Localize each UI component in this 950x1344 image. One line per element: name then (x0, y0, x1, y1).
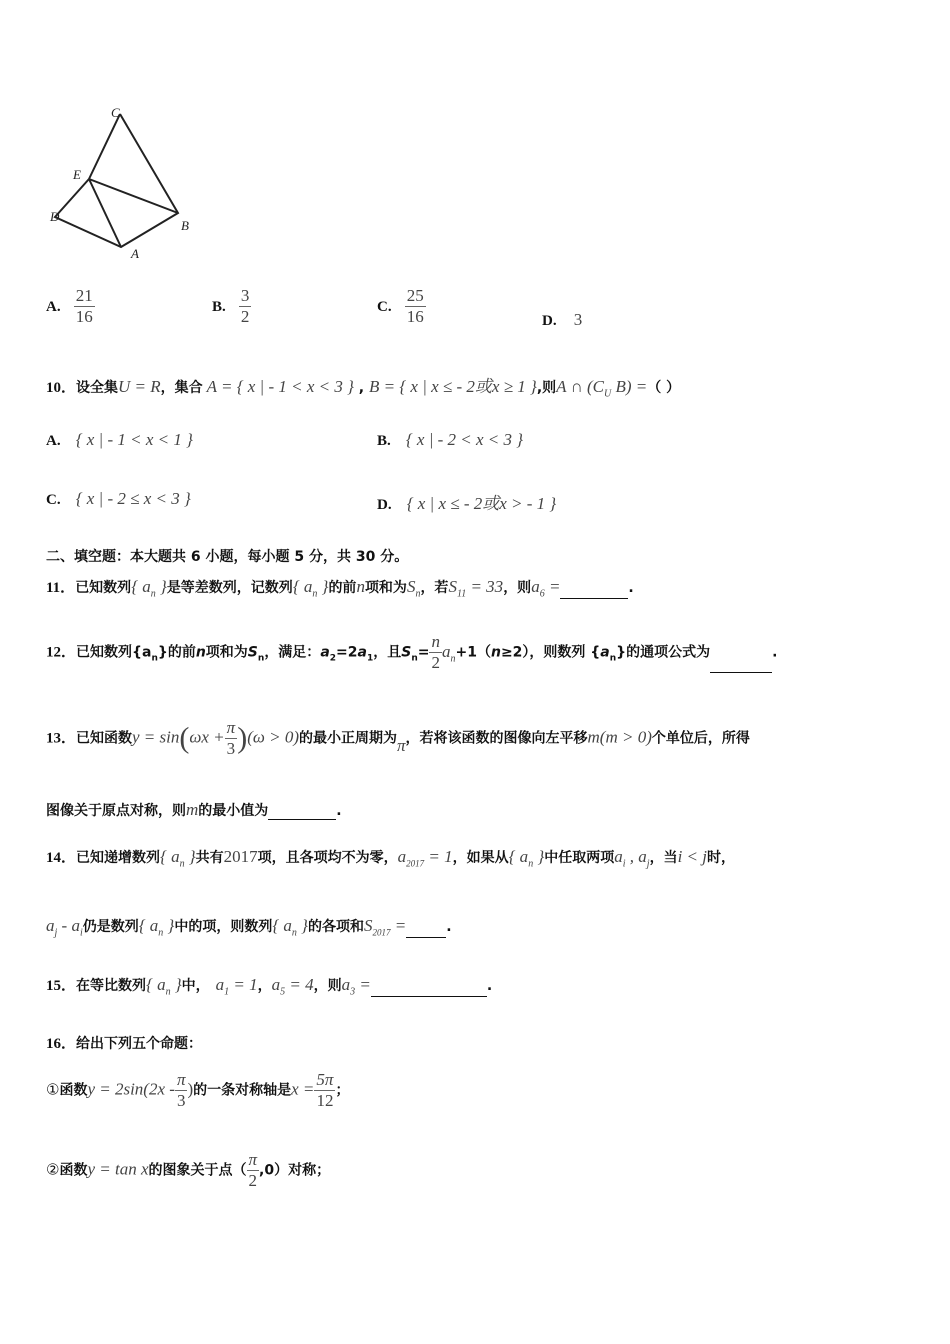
math-m: m (587, 727, 600, 747)
m: = 33 (466, 577, 504, 596)
option-value: { x | x ≤ - 2或x > - 1 } (406, 494, 557, 513)
text: 已知数列 (75, 580, 132, 596)
question-number: 16． (46, 1036, 77, 1052)
math-universe: U = R (118, 377, 161, 396)
fraction (429, 632, 442, 673)
q10-stem (46, 372, 680, 399)
denominator: 2 (240, 307, 250, 326)
math-set-b: B = { x | x ≤ - 2或x ≥ 1 } (369, 377, 537, 396)
text: ，当 (649, 850, 678, 866)
text: . (446, 919, 452, 935)
math-seq (508, 847, 545, 870)
q9-option-c[interactable] (377, 286, 426, 327)
text: ，则 (503, 580, 532, 596)
option-value: 3 (573, 310, 583, 329)
math-s: S (247, 644, 258, 661)
subscript: U (604, 388, 612, 400)
m: a (614, 847, 623, 866)
fraction (74, 286, 95, 327)
math-seq (160, 847, 196, 870)
text: ，若将该函数的图像向左平移 (405, 730, 588, 747)
text: 时， (706, 850, 735, 866)
math-paren: ) (187, 1079, 194, 1099)
q10-option-d[interactable] (377, 489, 556, 514)
denominator: 2 (431, 653, 440, 672)
m: a (341, 975, 351, 994)
m: = 1 (424, 847, 453, 866)
expr-part: A ∩ (C (556, 377, 605, 396)
question-number: 14． (46, 850, 77, 866)
math-ineq: i < j (677, 847, 707, 866)
q14-line2 (46, 916, 452, 938)
text: . (772, 644, 778, 661)
text: 函数 (59, 1082, 88, 1099)
text: 的各项和 (307, 919, 364, 935)
option-label: A. (46, 299, 61, 315)
q14-stem (46, 846, 735, 869)
text: ，则 (313, 978, 342, 994)
option-label: C. (46, 492, 61, 508)
subscript: n (158, 927, 164, 939)
m: { a (272, 916, 292, 935)
denominator: 3 (175, 1090, 188, 1111)
option-label: A. (46, 433, 61, 449)
circled-number: ② (46, 1160, 60, 1179)
math-cond: (m > 0) (599, 727, 652, 747)
subscript: j (646, 858, 650, 870)
text: 已知数列{a (76, 644, 152, 661)
subscript: 2017 (406, 858, 425, 869)
q9-option-d[interactable] (542, 310, 582, 330)
math-a: a (320, 644, 330, 661)
fraction (175, 1070, 188, 1111)
q16-proposition-1 (46, 1070, 349, 1111)
q9-option-b[interactable] (212, 286, 251, 327)
m: S (363, 916, 373, 935)
vertex-label-a: A (131, 246, 139, 261)
math-seq (131, 577, 167, 600)
math-arg: ωx + (189, 727, 225, 747)
denominator: 2 (247, 1170, 260, 1191)
subscript: n (151, 653, 158, 664)
denominator: 16 (406, 307, 424, 326)
math-expr (556, 377, 648, 400)
m: { a (131, 577, 151, 596)
m: a (46, 916, 55, 935)
text: 已知函数 (76, 730, 133, 747)
m: = 1 (229, 975, 258, 994)
numerator: π (248, 1150, 258, 1169)
text: = (417, 644, 430, 661)
math-seq (138, 916, 175, 939)
numerator: n (431, 632, 440, 651)
text: 设全集 (76, 380, 119, 396)
m: } (184, 847, 196, 866)
answer-blank[interactable] (710, 672, 772, 673)
vertex-label-c: C (111, 105, 120, 120)
geometry-figure (40, 100, 210, 270)
m: = (544, 577, 561, 596)
text: ， (257, 978, 272, 994)
question-number: 12． (46, 644, 77, 661)
subscript: 1 (366, 653, 374, 664)
math-n: n (490, 644, 501, 661)
math-seq (292, 577, 329, 600)
math-last (397, 847, 453, 869)
fraction (225, 718, 238, 759)
fraction (405, 286, 426, 327)
math-seq (272, 916, 308, 939)
math-x: x = (291, 1079, 315, 1099)
text: 图像关于原点对称，则 (46, 803, 186, 819)
text: }的前 (157, 644, 196, 661)
subscript: n (165, 986, 171, 998)
m: = (355, 975, 371, 994)
m: } (163, 916, 175, 935)
m: } (170, 975, 182, 994)
q15-stem (46, 974, 492, 997)
math-an (441, 641, 456, 664)
fraction (314, 1070, 335, 1111)
subscript: i (79, 927, 83, 939)
q10-option-b[interactable] (377, 430, 523, 450)
text: 中， (181, 978, 210, 994)
m: a (441, 641, 451, 661)
text: ； (335, 1082, 350, 1099)
subscript: 3 (350, 986, 356, 998)
m: a (271, 975, 281, 994)
text: . (336, 803, 342, 819)
math-pi: π (396, 735, 406, 755)
text: ≥2），则数列 { (500, 644, 601, 661)
answer-blank[interactable] (268, 819, 336, 820)
text: =2 (336, 644, 358, 661)
q16-proposition-2 (46, 1150, 330, 1191)
text: 的最小值为 (198, 803, 269, 819)
q12-stem (46, 632, 777, 673)
math-count: 2017 (223, 847, 258, 866)
m: - a (57, 916, 80, 935)
m: { a (146, 975, 166, 994)
subscript: n (312, 588, 318, 600)
q11-stem (46, 576, 634, 599)
m: { a (138, 916, 159, 935)
text: 函数 (59, 1162, 88, 1179)
text: . (486, 978, 493, 994)
text: 中的项，则数列 (174, 919, 273, 935)
subscript: 2017 (372, 927, 391, 938)
math-s: S (401, 644, 412, 661)
text: 的最小正周期为 (298, 730, 397, 747)
denominator: 3 (225, 738, 238, 759)
m: } (317, 577, 329, 596)
subscript: j (54, 927, 58, 939)
text: 项，且各项均不为零， (257, 850, 398, 866)
m: , a (625, 847, 647, 866)
subscript: n (291, 927, 297, 939)
m: { a (508, 847, 529, 866)
answer-blank[interactable] (371, 996, 487, 997)
vertex-label-b: B (181, 218, 189, 233)
math-n: n (356, 577, 365, 596)
text: 中任取两项 (544, 850, 615, 866)
separator: , (353, 380, 369, 396)
text: 已知递增数列 (76, 850, 161, 866)
math-n: n (195, 644, 206, 661)
math-cond: (ω > 0) (247, 727, 299, 747)
math-m: m (186, 800, 199, 819)
math-a: a (357, 644, 367, 661)
answer-blank[interactable] (560, 598, 628, 599)
q10-option-a[interactable] (46, 430, 193, 450)
m: } (296, 916, 308, 935)
option-label: C. (377, 299, 392, 315)
text: ，集合 (160, 380, 203, 396)
math-a: a (600, 644, 610, 661)
text: 是等差数列，记数列 (166, 580, 293, 596)
math-fn: y = tan x (87, 1159, 149, 1179)
text: ,则 (536, 380, 557, 396)
question-number: 11． (46, 580, 76, 596)
subscript: n (450, 652, 456, 664)
text: 在等比数列 (76, 978, 147, 994)
fraction (247, 1150, 260, 1191)
math-seq (146, 975, 182, 998)
text: ，满足： (264, 644, 321, 661)
expr-part: B) = (611, 377, 648, 396)
math-fn: y = sin (132, 727, 180, 747)
subscript: 5 (280, 986, 286, 998)
option-label: B. (377, 433, 391, 449)
text: 的图象关于点（ (148, 1162, 247, 1179)
question-number: 10． (46, 380, 77, 396)
m: { a (292, 577, 313, 596)
q9-option-a[interactable] (46, 286, 95, 327)
math-cond (448, 577, 504, 600)
text: 项和为 (205, 644, 248, 661)
math-set-a: A = { x | - 1 < x < 3 } (206, 377, 354, 396)
q16-stem (46, 1032, 202, 1053)
denominator: 16 (75, 307, 93, 326)
m: S (448, 577, 457, 596)
denominator: 12 (314, 1090, 335, 1111)
answer-blank[interactable] (406, 937, 446, 938)
text: ，若 (420, 580, 449, 596)
question-number: 13． (46, 730, 77, 747)
paren-open: ( (179, 721, 190, 755)
question-number: 15． (46, 978, 77, 994)
subscript: n (257, 653, 265, 664)
numerator: π (226, 718, 236, 737)
option-label: B. (212, 299, 226, 315)
text: . (628, 580, 634, 596)
m: = 4 (285, 975, 314, 994)
text: 的前 (328, 580, 357, 596)
numerator: π (176, 1070, 186, 1089)
text: }的通项公式为 (616, 644, 711, 661)
m: a (397, 847, 407, 866)
fraction (239, 286, 252, 327)
option-value: { x | - 2 < x < 3 } (405, 430, 524, 449)
option-label: D. (542, 313, 557, 329)
answer-paren: （ ） (647, 380, 681, 396)
option-label: D. (377, 497, 392, 513)
section-heading: 二、填空题：本大题共 6 小题，每小题 5 分，共 30 分。 (46, 549, 409, 565)
m: { a (160, 847, 180, 866)
circled-number: ① (46, 1080, 60, 1099)
math-sum (363, 916, 407, 938)
text: ，如果从 (452, 850, 509, 866)
subscript: n (415, 588, 421, 600)
text: 仍是数列 (82, 919, 139, 935)
m: a (531, 577, 540, 596)
math-a5 (271, 975, 314, 998)
subscript: n (150, 588, 156, 600)
subscript: 2 (329, 653, 337, 664)
text: 项和为 (364, 580, 407, 596)
text: 共有 (195, 850, 224, 866)
m: } (155, 577, 167, 596)
numerator: 21 (75, 286, 93, 305)
subscript: n (528, 858, 534, 870)
vertex-label-d: D (50, 209, 60, 224)
text: ，且 (373, 644, 402, 661)
q10-option-c[interactable] (46, 489, 191, 509)
numerator: 25 (406, 286, 424, 305)
numerator: 3 (240, 286, 250, 305)
option-value: { x | - 1 < x < 1 } (75, 430, 193, 449)
text: 给出下列五个命题： (76, 1036, 203, 1052)
subscript: i (622, 858, 626, 870)
math-diff (46, 916, 83, 939)
option-value: { x | - 2 ≤ x < 3 } (75, 489, 191, 508)
m: a (215, 975, 225, 994)
text: +1（ (455, 644, 491, 661)
math-fn: y = 2sin(2x - (87, 1079, 175, 1099)
subscript: n (411, 653, 418, 664)
subscript: n (609, 653, 617, 664)
m: } (533, 847, 545, 866)
math-ask (531, 577, 561, 600)
m: S (406, 577, 416, 596)
subscript: 11 (456, 588, 467, 600)
text: 个单位后，所得 (651, 730, 750, 747)
q13-stem (46, 718, 750, 759)
numerator: 5π (316, 1070, 334, 1089)
paren-close: ) (237, 721, 248, 755)
q13-line2 (46, 800, 342, 820)
math-a1 (215, 975, 258, 998)
math-pair (614, 847, 650, 870)
text: 的一条对称轴是 (193, 1082, 292, 1099)
subscript: 6 (539, 588, 545, 600)
text: ,0）对称； (259, 1162, 331, 1179)
m: = (390, 916, 407, 935)
subscript: 1 (224, 986, 230, 998)
subscript: n (179, 858, 185, 870)
math-a3 (341, 975, 371, 998)
vertex-label-e: E (73, 167, 81, 182)
math-sn (406, 577, 421, 600)
